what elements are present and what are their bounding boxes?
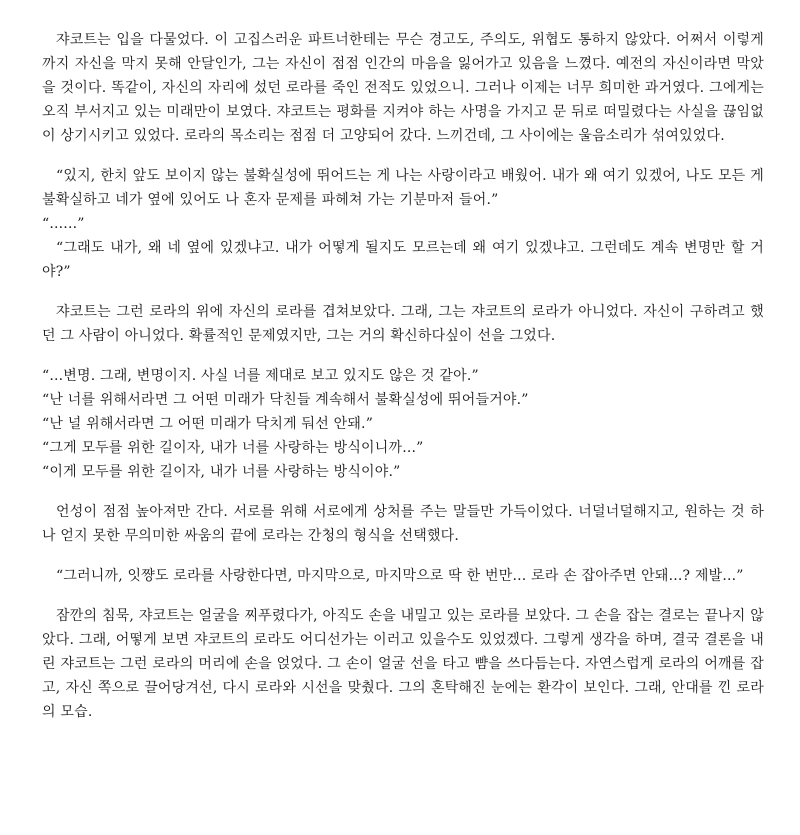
paragraph-3: 언성이 점점 높아져만 간다. 서로를 위해 서로에게 상처를 주는 말들만 가득이었다. 너덜너덜해지고, 원하는 것 하나 얻지 못한 무의미한 싸움의 끝에 로라는 간청의 형식을 선택했다. <box>42 504 764 544</box>
dialogue-line: “이게 모두를 위한 길이자, 내가 너를 사랑하는 방식이야.” <box>42 464 401 480</box>
dialogue-line: “있지, 한치 앞도 보이지 않는 불확실성에 뛰어드는 게 나는 사랑이라고 배웠어. 내가 왜 여기 있겠어, 나도 모든 게 불확실하고 네가 옆에 있어도 나 혼자 문제를 파헤쳐 가는 기분마저 들어.” <box>42 168 764 208</box>
dialogue-line: “......” <box>42 216 85 232</box>
dialogue-block-2 <box>42 364 764 484</box>
dialogue-line: “난 널 위해서라면 그 어떤 미래가 닥치게 둬선 안돼.” <box>42 416 374 432</box>
paragraph-1: 쟈코트는 입을 다물었다. 이 고집스러운 파트너한테는 무슨 경고도, 주의도, 위협도 통하지 않았다. 어쩌서 이렇게까지 자신을 막지 못해 안달인가, 그는 자신이 점점 인간의 마음을 잃어가고 있음을 느꼈다. 예전의 자신이라면 막았을 것이다. 똑같이, 자신의 자리에 섰던 로라를 죽인 전적도 있었으니. 그러나 이제는 너무 희미한 과거였다. 그에게는 오직 부서지고 있는 미래만이 보였다. 쟈코트는 평화를 지켜야 하는 사명을 가지고 문 뒤로 떠밀렸다는 사실을 끊임없이 상기시키고 있었다. 로라의 목소리는 점점 더 고양되어 갔다. 느끼건데, 그 사이에는 울음소리가 섞여있었다. <box>42 32 764 144</box>
dialogue-block-1 <box>42 164 764 284</box>
dialogue-line: “그게 모두를 위한 길이자, 내가 너를 사랑하는 방식이니까...” <box>42 440 424 456</box>
paragraph-2: 쟈코트는 그런 로라의 위에 자신의 로라를 겹쳐보았다. 그래, 그는 쟈코트의 로라가 아니었다. 자신이 구하려고 했던 그 사람이 아니었다. 확률적인 문제였지만, 그는 거의 확신하다싶이 선을 그었다. <box>42 304 764 344</box>
dialogue-line: “난 너를 위해서라면 그 어떤 미래가 닥친들 계속해서 불확실성에 뛰어들거야.” <box>42 392 529 408</box>
paragraph-4: 잠깐의 침묵, 쟈코트는 얼굴을 찌푸렸다가, 아직도 손을 내밀고 있는 로라를 보았다. 그 손을 잡는 결로는 끝나지 않았다. 그래, 어떻게 보면 쟈코트의 로라도 어디선가는 이러고 있을수도 있었겠다. 그렇게 생각을 하며, 결국 결론을 내린 쟈코트는 그런 로라의 머리에 손을 얹었다. 그 손이 얼굴 선을 타고 뺨을 쓰다듬는다. 자연스럽게 로라의 어깨를 잡고, 자신 쪽으로 끌어당겨선, 다시 로라와 시선을 맞췄다. 그의 혼탁해진 눈에는 환각이 보인다. 그래, 안대를 낀 로라의 모습. <box>42 608 764 720</box>
dialogue-line: “그래도 내가, 왜 네 옆에 있겠냐고. 내가 어떻게 될지도 모르는데 왜 여기 있겠냐고. 그런데도 계속 변명만 할 거야?” <box>42 240 764 280</box>
dialogue-line: “그러니까, 잇쨩도 로라를 사랑한다면, 마지막으로, 마지막으로 딱 한 번만... 로라 손 잡아주면 안돼...? 제발...” <box>56 568 744 584</box>
dialogue-line: “...변명. 그래, 변명이지. 사실 너를 제대로 보고 있지도 않은 것 같아.” <box>42 368 479 384</box>
